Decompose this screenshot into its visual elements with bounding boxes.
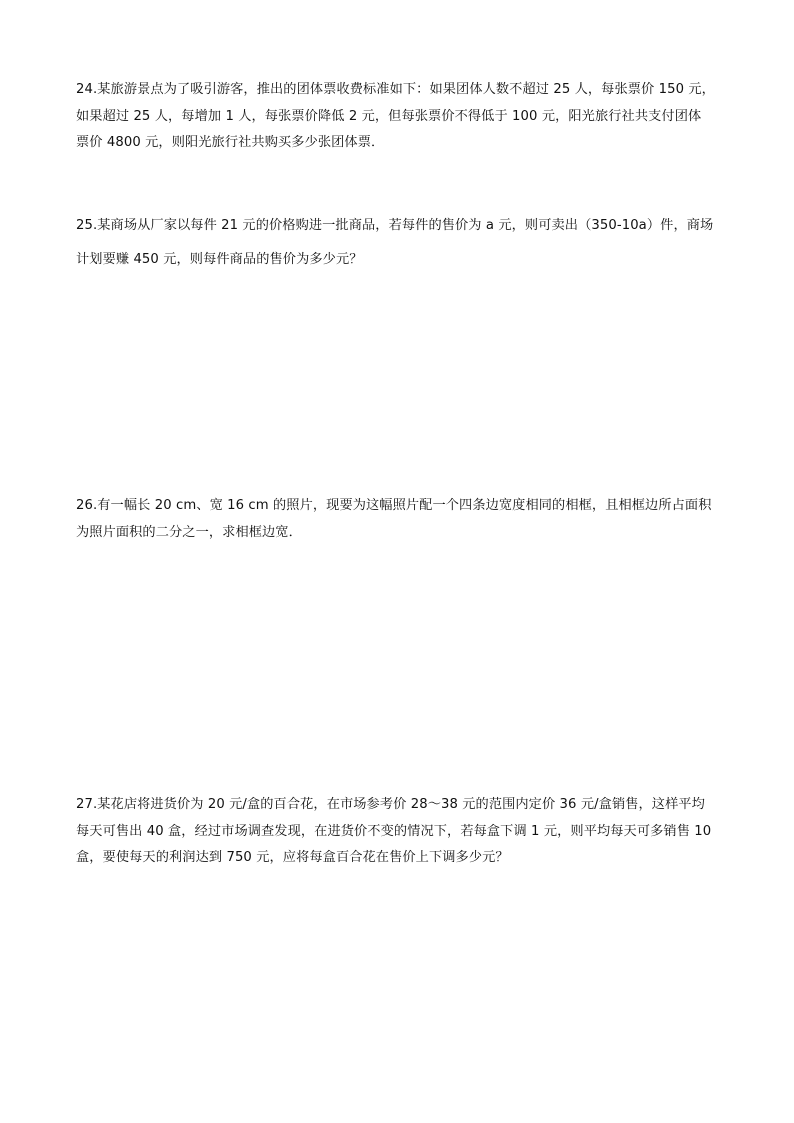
question-25 xyxy=(76,209,726,277)
question-26-line-2: 为照片面积的二分之一，求相框边宽． xyxy=(76,524,302,540)
question-27 xyxy=(76,792,726,872)
question-25-line-1: 25.某商场从厂家以每件 21 元的价格购进一批商品，若每件的售价为 a 元，则可卖出（350-10a）件，商场 xyxy=(76,218,714,233)
question-25-line-2: 计划要赚 450 元，则每件商品的售价为多少元？ xyxy=(76,252,363,267)
question-24-line-3: 票价 4800 元，则阳光旅行社共购买多少张团体票． xyxy=(76,135,385,150)
question-26 xyxy=(76,493,726,546)
question-24-line-1: 24.某旅游景点为了吸引游客，推出的团体票收费标准如下：如果团体人数不超过 25 人，每张票价 150 元， xyxy=(76,82,715,97)
question-26-line-1: 26.有一幅长 20 cm、宽 16 cm 的照片，现要为这幅照片配一个四条边宽度相同的相框，且相框边所占面积 xyxy=(76,498,712,513)
question-27-line-1: 27.某花店将进货价为 20 元/盒的百合花，在市场参考价 28～38 元的范围内定价 36 元/盒销售，这样平均 xyxy=(76,797,705,812)
question-27-line-2: 每天可售出 40 盒，经过市场调查发现，在进货价不变的情况下，若每盒下调 1 元，则平均每天可多销售 10 xyxy=(76,823,712,839)
question-24-line-2: 如果超过 25 人，每增加 1 人，每张票价降低 2 元，但每张票价不得低于 100 元，阳光旅行社共支付团体 xyxy=(76,108,702,124)
question-24 xyxy=(76,77,726,157)
question-27-line-3: 盒，要使每天的利润达到 750 元，应将每盒百合花在售价上下调多少元？ xyxy=(76,850,509,865)
